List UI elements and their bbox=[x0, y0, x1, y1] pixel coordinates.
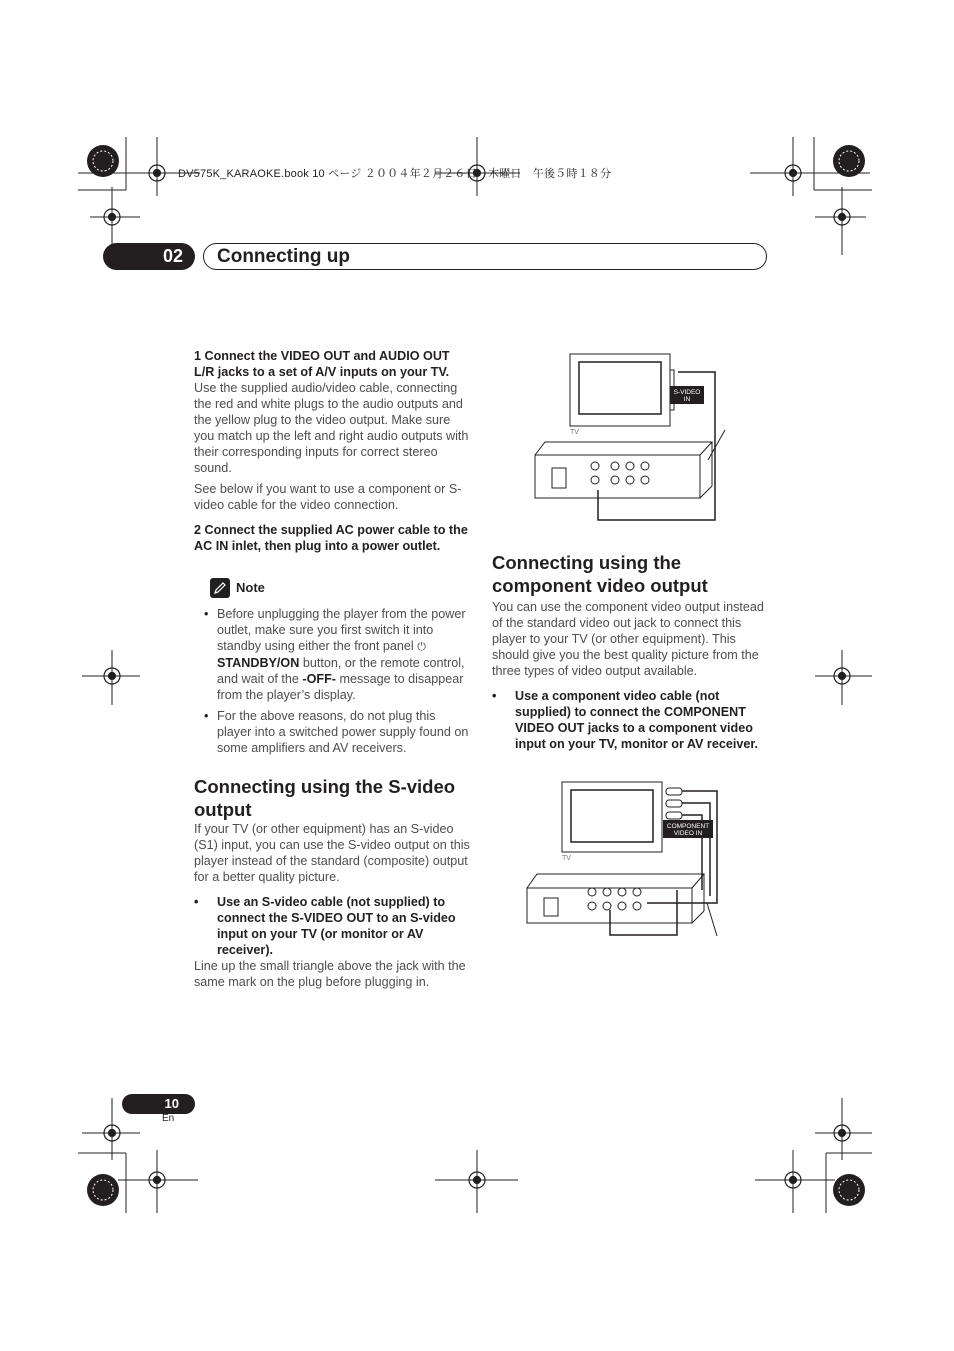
note-text: message to disappear from the player’s display. bbox=[217, 672, 464, 702]
note-text: Before unplugging the player from the power outlet, make sure you first switch it into standby using either the front panel bbox=[217, 607, 466, 653]
step-1-title: 1 Connect the VIDEO OUT and AUDIO OUT L/R jacks to a set of A/V inputs on your TV. bbox=[194, 349, 450, 379]
diagram2-input-label-1: COMPONENT bbox=[666, 823, 710, 830]
page-language: En bbox=[162, 1113, 175, 1124]
note-pencil-icon bbox=[210, 578, 230, 598]
svideo-connection-diagram bbox=[530, 350, 760, 530]
svideo-bullet: • Use an S-video cable (not supplied) to connect the S-VIDEO OUT to an S-video input on your TV (or monitor or AV receiver). bbox=[194, 894, 472, 958]
power-icon: ⏻ bbox=[417, 641, 426, 653]
note-item bbox=[194, 606, 472, 703]
right-column bbox=[492, 551, 764, 756]
component-heading: Connecting using the component video output bbox=[492, 552, 708, 596]
print-header: DV575K_KARAOKE.book 10 ページ ２００４年２月２６日 木曜日 午後５時１８分 bbox=[178, 168, 612, 180]
step-1-body: Use the supplied audio/video cable, connecting the red and white plugs to the audio outputs and the yellow plug to the video output. Make sure you match up the left and right audio outputs with their corresponding inputs for correct stereo sound. bbox=[194, 381, 469, 475]
component-bullet: • Use a component video cable (not supplied) to connect the COMPONENT VIDEO OUT jacks to a component video input on your TV, monitor or AV receiver. bbox=[492, 688, 764, 752]
standby-label: STANDBY/ON bbox=[217, 656, 300, 670]
note-label: Note bbox=[236, 580, 265, 595]
step-1-extra: See below if you want to use a component or S-video cable for the video connection. bbox=[194, 482, 462, 512]
left-column bbox=[194, 348, 472, 994]
component-body: You can use the component video output instead of the standard video out jack to connect this player to your TV (or other equipment). This should give you the best quality picture from the three types of video output available. bbox=[492, 600, 764, 678]
svideo-heading: Connecting using the S-video output bbox=[194, 776, 456, 820]
note-text: button, or the remote control, and wait of the bbox=[217, 656, 465, 686]
component-connection-diagram bbox=[522, 778, 762, 943]
note-header bbox=[210, 578, 472, 598]
note-item: • For the above reasons, do not plug this player into a switched power supply found on some amplifiers and AV receivers. bbox=[194, 708, 472, 756]
diagram1-tv-label: TV bbox=[570, 429, 579, 436]
svideo-body: If your TV (or other equipment) has an S-video (S1) input, you can use the S-video output on this player instead of the standard (composite) output for a better quality picture. bbox=[194, 822, 470, 884]
step-2-title: 2 Connect the supplied AC power cable to the AC IN inlet, then plug into a power outlet. bbox=[194, 523, 468, 553]
chapter-number-badge: 02 bbox=[103, 243, 195, 270]
diagram2-tv-label: TV bbox=[562, 855, 571, 862]
svideo-tail: Line up the small triangle above the jack with the same mark on the plug before plugging in. bbox=[194, 959, 466, 989]
page-number-badge: 10 bbox=[122, 1094, 195, 1114]
chapter-title: Connecting up bbox=[217, 246, 350, 267]
diagram2-input-label-2: VIDEO IN bbox=[673, 830, 703, 837]
diagram1-input-label-2: IN bbox=[683, 396, 691, 403]
note-list bbox=[194, 606, 472, 756]
diagram1-input-label-1: S-VIDEO bbox=[673, 389, 701, 396]
off-message: -OFF- bbox=[302, 672, 336, 686]
